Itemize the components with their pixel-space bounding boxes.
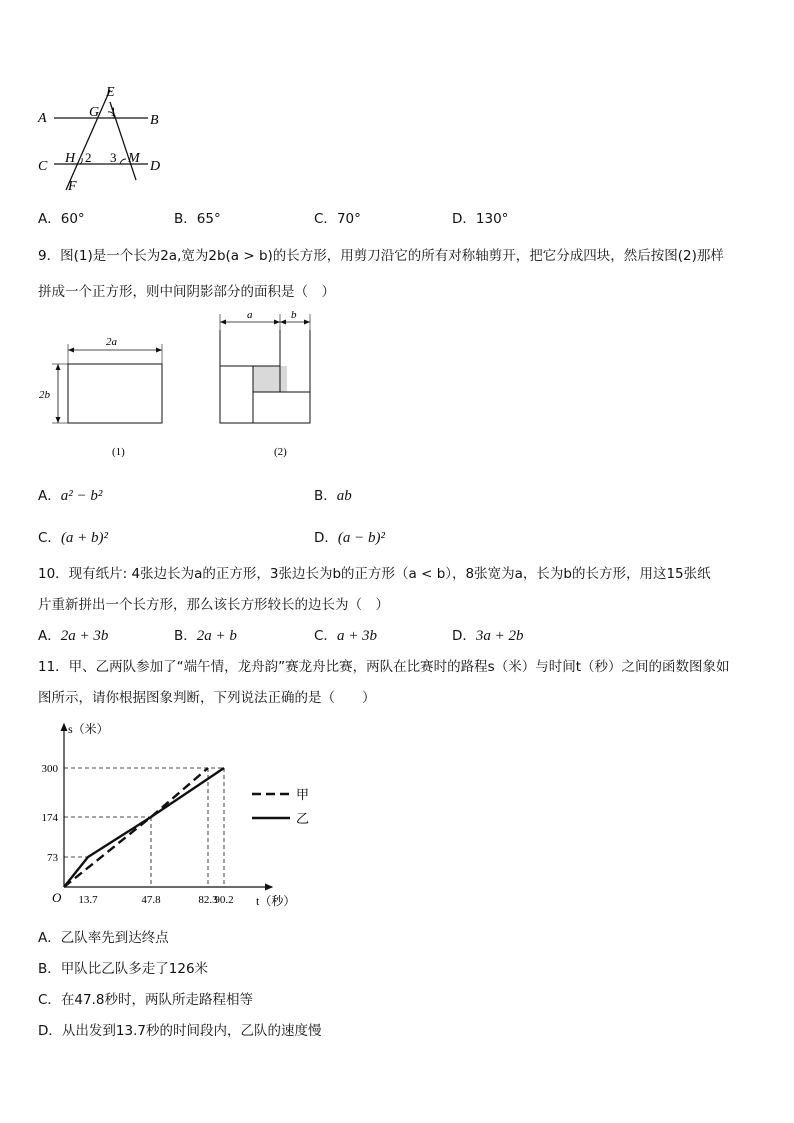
fig2-dimensions xyxy=(214,306,314,336)
q9-option-a[interactable] xyxy=(38,484,102,505)
option-label: D． xyxy=(452,628,476,644)
q11-option-a[interactable] xyxy=(38,926,169,946)
angle-label-3: 3 xyxy=(110,150,117,165)
q11-option-c[interactable] xyxy=(38,988,253,1008)
y-tick-label: 73 xyxy=(47,852,58,864)
y-axis-label: s（米） xyxy=(68,722,109,736)
option-label: D． xyxy=(314,530,338,546)
angle-label-2: 2 xyxy=(85,150,92,165)
fig1-rectangle xyxy=(68,364,162,423)
option-label: C． xyxy=(38,530,61,546)
angle-label-1: 1 xyxy=(110,104,117,119)
label-E: E xyxy=(106,85,115,100)
option-label: A． xyxy=(38,930,61,946)
label-D: D xyxy=(150,159,161,174)
option-label: B． xyxy=(314,488,337,504)
label-H: H xyxy=(65,151,76,166)
option-text: ab xyxy=(336,488,352,504)
q8-option-d[interactable] xyxy=(452,207,508,227)
fig2-shaded-square xyxy=(253,366,287,392)
option-text: 65° xyxy=(196,211,221,227)
parallel-lines-figure xyxy=(30,82,170,194)
option-label: D． xyxy=(452,211,476,227)
fig1-height-label: 2b xyxy=(39,389,50,401)
q11-chart xyxy=(20,714,330,914)
q10-stem-line-2: 片重新拼出一个长方形，那么该长方形较长的边长为（ ） xyxy=(38,597,389,613)
fig2-a-arrow-left xyxy=(220,320,226,325)
label-M: M xyxy=(128,151,140,166)
option-text: 从出发到13.7秒的时间段内，乙队的速度慢 xyxy=(61,1023,322,1039)
q9-stem-line-2: 拼成一个正方形，则中间阴影部分的面积是（ ） xyxy=(38,284,335,300)
fig1-arrow-left xyxy=(68,348,74,353)
q11-stem-line-2: 图所示，请你根据图象判断，下列说法正确的是（ ） xyxy=(38,690,376,706)
fig2-a-arrow-right xyxy=(274,320,280,325)
option-text: 2a + 3b xyxy=(60,628,109,644)
label-A: A xyxy=(38,111,47,126)
option-label: C． xyxy=(314,628,337,644)
fig2-b-label: b xyxy=(291,309,297,321)
fig1-caption: (1) xyxy=(112,446,125,458)
fig1-width-label: 2a xyxy=(106,336,117,348)
fig1-arrow-right xyxy=(156,348,162,353)
option-label: B． xyxy=(174,211,197,227)
q8-figure xyxy=(30,82,170,194)
option-label: B． xyxy=(174,628,197,644)
option-label: A． xyxy=(38,628,61,644)
q8-option-a[interactable] xyxy=(38,207,85,227)
q11-stem-line-1: 11．甲、乙两队参加了“端午情，龙舟韵”赛龙舟比赛，两队在比赛时的路程s（米）与时间t（秒）之间的函数图象如 xyxy=(38,659,730,675)
option-label: B． xyxy=(38,961,61,977)
q9-option-d[interactable] xyxy=(314,526,385,547)
legend-jia-label: 甲 xyxy=(296,787,310,802)
option-text: a² − b² xyxy=(60,488,103,504)
q8-option-b[interactable] xyxy=(174,207,221,227)
fig1-arrow-top xyxy=(56,364,61,370)
legend-yi-label: 乙 xyxy=(296,811,310,826)
x-tick-label: 90.2 xyxy=(214,894,234,906)
label-B: B xyxy=(150,113,159,128)
q11-option-d[interactable] xyxy=(38,1019,321,1039)
option-label: A． xyxy=(38,211,61,227)
chart-ticks xyxy=(42,763,234,906)
angle-3-arc xyxy=(120,159,126,164)
option-text: 甲队比乙队多走了126米 xyxy=(60,961,209,977)
fig2-b-arrow-left xyxy=(280,320,286,325)
q10-option-d[interactable] xyxy=(452,624,524,645)
option-text: 在47.8秒时，两队所走路程相等 xyxy=(60,992,253,1008)
option-text: (a − b)² xyxy=(337,530,386,546)
option-label: C． xyxy=(38,992,61,1008)
line-ef xyxy=(66,90,110,190)
option-text: 2a + b xyxy=(196,628,237,644)
y-tick-label: 300 xyxy=(41,763,58,775)
q10-stem-line-1: 10．现有纸片: 4张边长为a的正方形，3张边长为b的正方形（a < b），8张宽为a，长为b的长方形，用这15张纸 xyxy=(38,566,711,582)
option-label: D． xyxy=(38,1023,62,1039)
option-text: (a + b)² xyxy=(60,530,109,546)
x-tick-label: 47.8 xyxy=(141,894,161,906)
q9-stem-line-1: 9．图(1)是一个长为2a,宽为2b(a > b)的长方形，用剪刀沿它的所有对称轴剪开，把它分成四块，然后按图(2)那样 xyxy=(38,248,724,264)
fig2-a-label: a xyxy=(247,309,253,321)
x-tick-label: 13.7 xyxy=(78,894,98,906)
q9-option-b[interactable] xyxy=(314,484,352,505)
q9-option-c[interactable] xyxy=(38,526,108,547)
option-text: a + 3b xyxy=(336,628,378,644)
option-label: A． xyxy=(38,488,61,504)
option-text: 60° xyxy=(60,211,85,227)
fig2-dimensions-svg xyxy=(214,306,314,336)
q9-figures xyxy=(34,330,334,460)
q11-option-b[interactable] xyxy=(38,957,208,977)
distance-time-chart xyxy=(20,714,330,914)
chart-series xyxy=(64,768,224,887)
y-tick-label: 174 xyxy=(41,812,58,824)
option-text: 乙队率先到达终点 xyxy=(60,930,169,946)
fig2-caption: (2) xyxy=(274,446,287,458)
x-axis-label: t（秒） xyxy=(256,894,296,908)
fig1-arrow-bottom xyxy=(56,417,61,423)
label-G: G xyxy=(89,105,100,120)
option-text: 3a + 2b xyxy=(475,628,524,644)
q8-option-c[interactable] xyxy=(314,207,361,227)
q9-figures-svg xyxy=(34,330,334,460)
option-label: C． xyxy=(314,211,337,227)
option-text: 130° xyxy=(475,211,509,227)
fig2-b-arrow-right xyxy=(304,320,310,325)
q10-option-c[interactable] xyxy=(314,624,377,645)
origin-label: O xyxy=(52,890,62,905)
q10-option-a[interactable] xyxy=(38,624,108,645)
x-tick-label: 82.3 xyxy=(198,894,218,906)
option-text: 70° xyxy=(336,211,361,227)
label-F: F xyxy=(68,179,77,194)
label-C: C xyxy=(38,159,48,174)
q10-option-b[interactable] xyxy=(174,624,237,645)
